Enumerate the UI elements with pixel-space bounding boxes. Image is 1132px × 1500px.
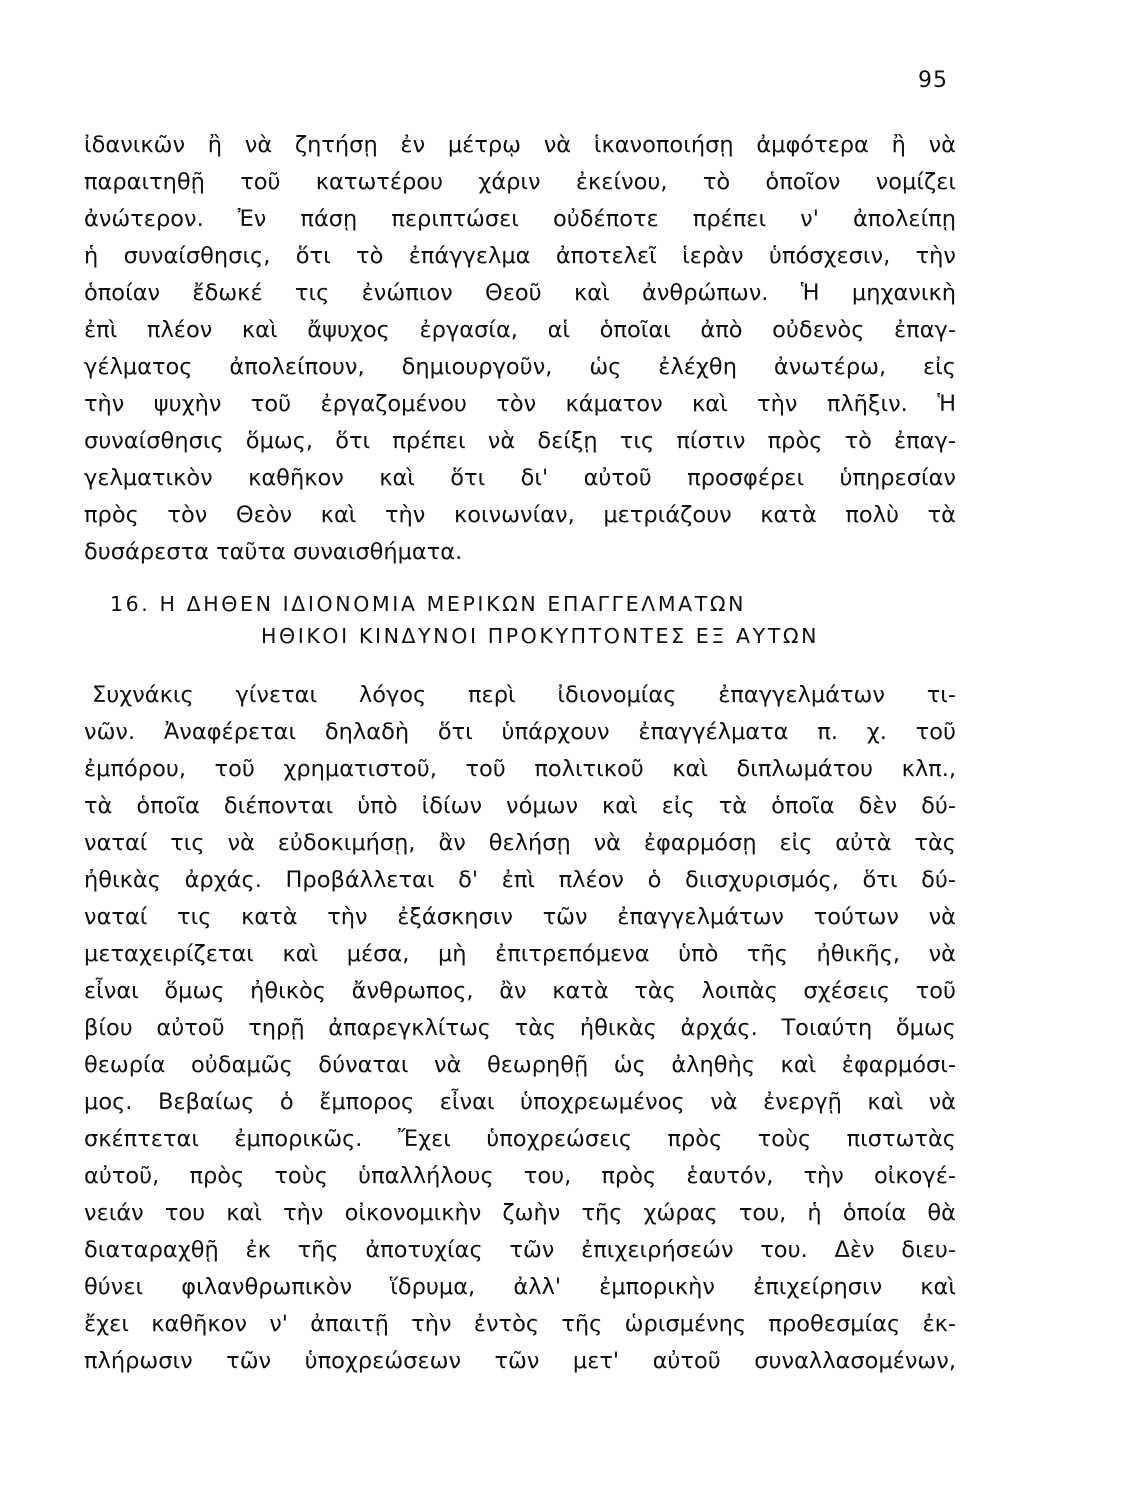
text-line: ἡ συναίσθησις, ὅτι τὸ ἐπάγγελμα ἀποτελεῖ ἱερὰν ὑπόσχεσιν, τὴν bbox=[84, 243, 956, 269]
text-line: Συχνάκις γίνεται λόγος περὶ ἰδιονομίας ἐπαγγελμάτων τι- bbox=[92, 682, 956, 708]
text-line: θεωρία οὐδαμῶς δύναται νὰ θεωρηθῇ ὡς ἀληθὴς καὶ ἐφαρμόσι- bbox=[84, 1052, 956, 1078]
text-line: ἐπὶ πλέον καὶ ἄψυχος ἐργασία, αἱ ὁποῖαι ἀπὸ οὐδενὸς ἐπαγ- bbox=[84, 317, 956, 343]
section-heading bbox=[110, 588, 970, 652]
page-number: 95 bbox=[918, 68, 948, 93]
text-line: μεταχειρίζεται καὶ μέσα, μὴ ἐπιτρεπόμενα ὑπὸ τῆς ἠθικῆς, νὰ bbox=[84, 941, 956, 967]
text-line: ὁποίαν ἔδωκέ τις ἐνώπιον Θεοῦ καὶ ἀνθρώπων. Ἡ μηχανικὴ bbox=[84, 280, 956, 306]
text-line: ναταί τις κατὰ τὴν ἐξάσκησιν τῶν ἐπαγγελμάτων τούτων νὰ bbox=[84, 904, 956, 930]
text-line: τὰ ὁποῖα διέπονται ὑπὸ ἰδίων νόμων καὶ εἰς τὰ ὁποῖα δὲν δύ- bbox=[84, 793, 956, 819]
text-line: βίου αὐτοῦ τηρῇ ἀπαρεγκλίτως τὰς ἠθικὰς ἀρχάς. Τοιαύτη ὅμως bbox=[84, 1015, 956, 1041]
text-line: γελματικὸν καθῆκον καὶ ὅτι δι' αὐτοῦ προσφέρει ὑπηρεσίαν bbox=[84, 465, 956, 491]
text-line: γέλματος ἀπολείπουν, δημιουργοῦν, ὡς ἐλέχθη ἀνωτέρω, εἰς bbox=[84, 354, 956, 380]
text-line: σκέπτεται ἐμπορικῶς. Ἔχει ὑποχρεώσεις πρὸς τοὺς πιστωτὰς bbox=[84, 1126, 956, 1152]
text-line: ναταί τις νὰ εὐδοκιμήσῃ, ἂν θελήσῃ νὰ ἐφαρμόσῃ εἰς αὐτὰ τὰς bbox=[84, 830, 956, 856]
text-line: νειάν του καὶ τὴν οἰκονομικὴν ζωὴν τῆς χώρας του, ἡ ὁποία θὰ bbox=[84, 1200, 956, 1226]
text-line: συναίσθησις ὅμως, ὅτι πρέπει νὰ δείξῃ τις πίστιν πρὸς τὸ ἐπαγ- bbox=[84, 428, 956, 454]
text-line: ἠθικὰς ἀρχάς. Προβάλλεται δ' ἐπὶ πλέον ὁ διισχυρισμός, ὅτι δύ- bbox=[84, 867, 956, 893]
text-line: διαταραχθῇ ἐκ τῆς ἀποτυχίας τῶν ἐπιχειρήσεών του. Δὲν διευ- bbox=[84, 1237, 956, 1263]
text-line: θύνει φιλανθρωπικὸν ἵδρυμα, ἀλλ' ἐμπορικὴν ἐπιχείρησιν καὶ bbox=[84, 1274, 956, 1300]
text-line: μος. Βεβαίως ὁ ἔμπορος εἶναι ὑποχρεωμένος νὰ ἐνεργῇ καὶ νὰ bbox=[84, 1089, 956, 1115]
text-line: ἀνώτερον. Ἐν πάσῃ περιπτώσει οὐδέποτε πρέπει ν' ἀπολείπῃ bbox=[84, 206, 956, 232]
text-line: πρὸς τὸν Θεὸν καὶ τὴν κοινωνίαν, μετριάζουν κατὰ πολὺ τὰ bbox=[84, 502, 956, 528]
paragraph-1 bbox=[84, 127, 956, 571]
text-line: ἐμπόρου, τοῦ χρηματιστοῦ, τοῦ πολιτικοῦ καὶ διπλωμάτου κλπ., bbox=[84, 756, 956, 782]
text-line: ἔχει καθῆκον ν' ἀπαιτῇ τὴν ἐντὸς τῆς ὡρισμένης προθεσμίας ἐκ- bbox=[84, 1311, 956, 1337]
text-line: τὴν ψυχὴν τοῦ ἐργαζομένου τὸν κάματον καὶ τὴν πλῆξιν. Ἡ bbox=[84, 391, 956, 417]
text-line: δυσάρεστα ταῦτα συναισθήματα. bbox=[84, 539, 463, 565]
text-line: νῶν. Ἀναφέρεται δηλαδὴ ὅτι ὑπάρχουν ἐπαγγέλματα π. χ. τοῦ bbox=[84, 719, 956, 745]
text-line: παραιτηθῇ τοῦ κατωτέρου χάριν ἐκείνου, τὸ ὁποῖον νομίζει bbox=[84, 169, 956, 195]
text-line: πλήρωσιν τῶν ὑποχρεώσεων τῶν μετ' αὐτοῦ συναλλασομένων, bbox=[84, 1348, 956, 1374]
text-line: ἰδανικῶν ἢ νὰ ζητήσῃ ἐν μέτρῳ νὰ ἱκανοποιήσῃ ἀμφότερα ἢ νὰ bbox=[84, 132, 956, 158]
heading-line-2: ΗΘΙΚΟΙ ΚΙΝΔΥΝΟΙ ΠΡΟΚΥΠΤΟΝΤΕΣ ΕΞ ΑΥΤΩΝ bbox=[260, 624, 820, 648]
heading-line-1: 16. Η ΔΗΘΕΝ ΙΔΙΟΝΟΜΙΑ ΜΕΡΙΚΩΝ ΕΠΑΓΓΕΛΜΑΤΩΝ bbox=[110, 592, 747, 616]
text-line: εἶναι ὅμως ἠθικὸς ἄνθρωπος, ἂν κατὰ τὰς λοιπὰς σχέσεις τοῦ bbox=[84, 978, 956, 1004]
text-line: αὐτοῦ, πρὸς τοὺς ὑπαλλήλους του, πρὸς ἑαυτόν, τὴν οἰκογέ- bbox=[84, 1163, 956, 1189]
paragraph-2 bbox=[84, 677, 956, 1380]
